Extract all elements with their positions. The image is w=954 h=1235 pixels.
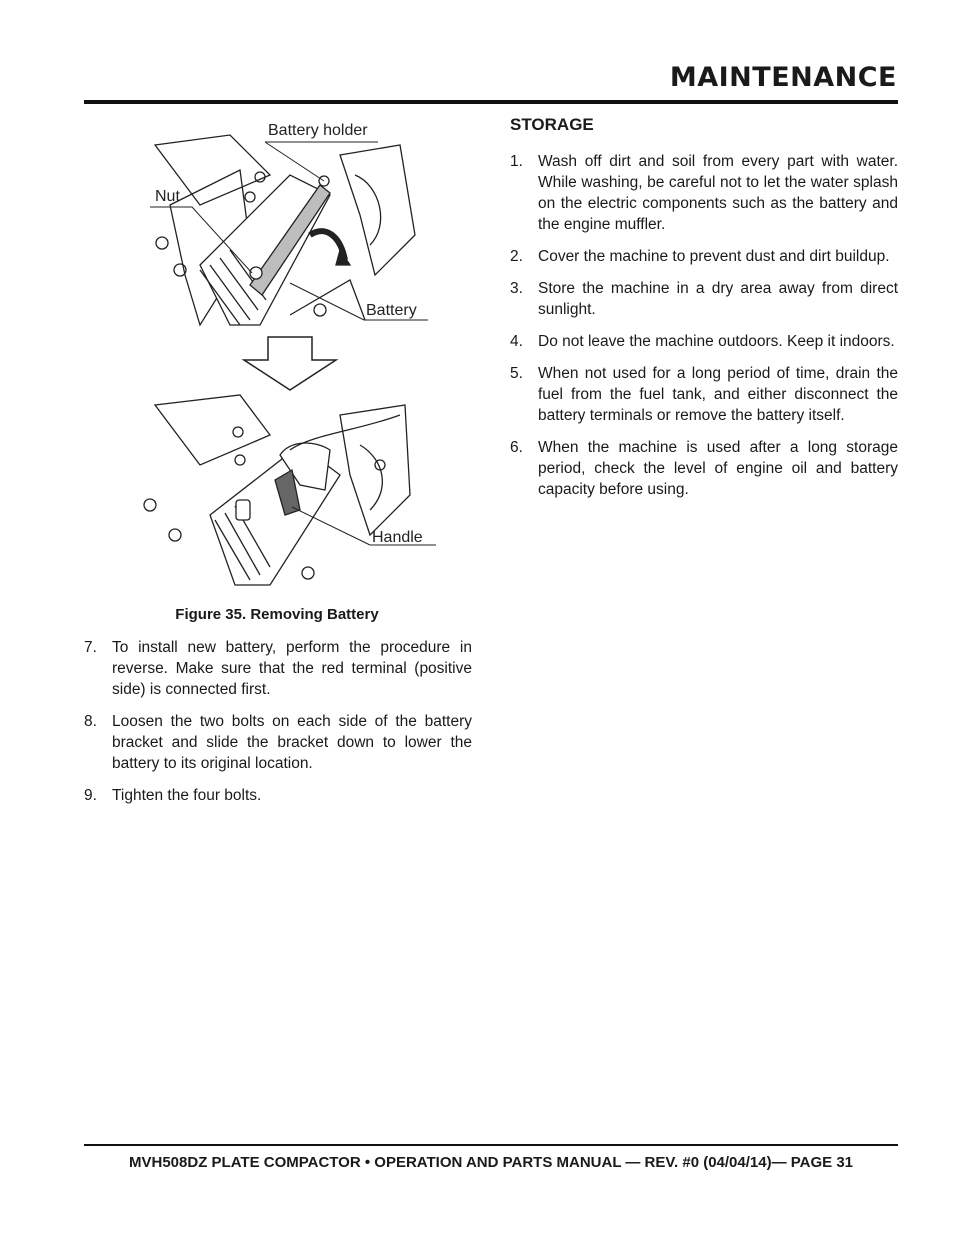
down-arrow-icon [244,337,336,390]
step-text: When the machine is used after a long storage period, check the level of engine oil and battery capacity before using. [538,439,898,498]
step-number: 6. [510,439,523,456]
step-text: Wash off dirt and soil from every part with water. While washing, be careful not to let the water splash on the electric components such as the battery and the engine muffler. [538,153,898,233]
step-number: 9. [84,787,97,804]
list-item [84,711,472,774]
step-number: 5. [510,365,523,382]
page-footer: MVH508DZ PLATE COMPACTOR • OPERATION AND PARTS MANUAL — REV. #0 (04/04/14)— PAGE 31 [129,1154,853,1171]
step-number: 1. [510,153,523,170]
step-number: 4. [510,333,523,350]
list-item [510,437,898,500]
left-steps-list [84,637,472,817]
list-item [510,331,898,352]
step-text: To install new battery, perform the procedure in reverse. Make sure that the red terminal (positive side) is connected first. [112,639,472,698]
nut-label: Nut [155,188,180,205]
battery-handle-illustration [144,395,410,585]
battery-holder-illustration [155,135,415,325]
list-item [84,785,472,806]
list-item [510,151,898,235]
step-text: When not used for a long period of time, drain the fuel from the fuel tank, and either disconnect the battery terminals or remove the battery itself. [538,365,898,424]
list-item [84,637,472,700]
handle-label: Handle [372,529,423,546]
header-rule [84,100,898,104]
step-number: 7. [84,639,97,656]
figure-caption: Figure 35. Removing Battery [175,606,379,623]
battery-holder-label: Battery holder [268,122,368,139]
footer-rule [84,1144,898,1146]
list-item [510,278,898,320]
step-text: Tighten the four bolts. [112,787,262,804]
storage-heading: STORAGE [510,115,594,134]
step-text: Loosen the two bolts on each side of the battery bracket and slide the bracket down to lower the battery to its original location. [112,713,472,772]
battery-label: Battery [366,302,417,319]
step-number: 2. [510,248,523,265]
step-number: 3. [510,280,523,297]
step-number: 8. [84,713,97,730]
list-item [510,246,898,267]
removing-battery-figure [140,115,450,595]
storage-steps-list [510,151,898,511]
step-text: Store the machine in a dry area away from direct sunlight. [538,280,898,318]
list-item [510,363,898,426]
step-text: Do not leave the machine outdoors. Keep it indoors. [538,333,895,350]
page-title: MAINTENANCE [669,62,897,93]
step-text: Cover the machine to prevent dust and dirt buildup. [538,248,890,265]
